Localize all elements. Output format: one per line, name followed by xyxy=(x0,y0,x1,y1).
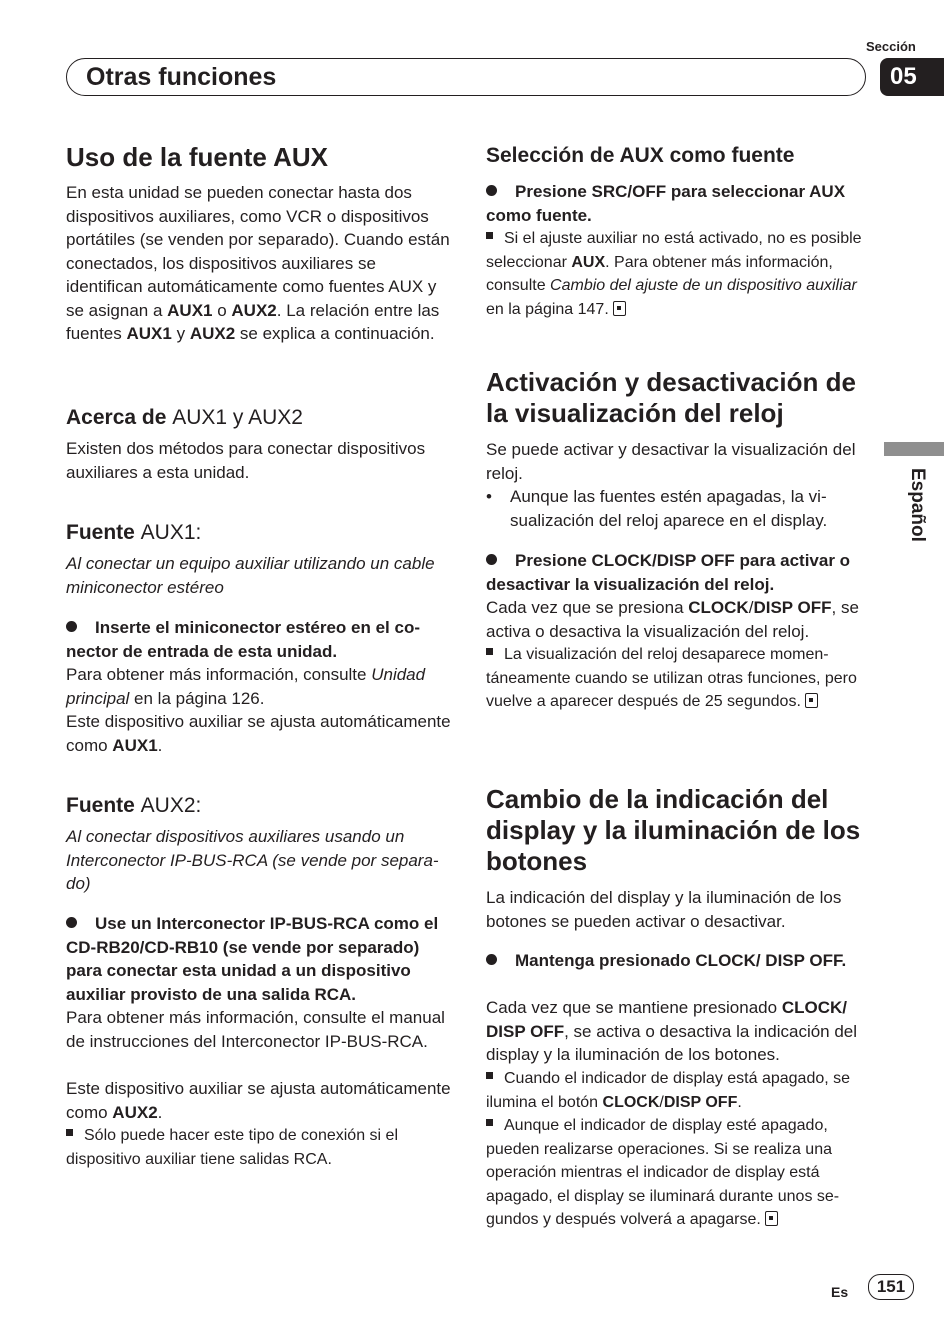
footer-language-code: Es xyxy=(831,1284,849,1300)
page-number: 151 xyxy=(868,1274,914,1300)
display-each-hold: Cada vez que se mantiene presionado CLOCK/ DISP OFF, se activa o desactiva la indicación del display y la iluminación de los botones. xyxy=(486,998,858,1064)
clock-intro: Se puede activar y desactivar la visualización del reloj. xyxy=(486,440,856,483)
about-aux-heading: Acerca de AUX1 y AUX2 xyxy=(66,406,303,429)
bullet-dot-icon xyxy=(66,917,77,928)
end-mark-icon xyxy=(805,693,818,708)
bullet-dot-icon xyxy=(486,554,497,565)
select-aux-note: Si el ajuste auxiliar no está activado, no es posible seleccionar AUX. Para obtener más información, consulte Cambio del ajuste de un dispositivo auxiliar en la página 147. xyxy=(486,230,862,318)
aux-intro-paragraph: En esta unidad se pueden conectar hasta dos dispositivos auxiliares, como VCR o dispositivos portátiles (se venden por separado). Cuando están conectados, los dispositivos auxiliares se identifican automáticamente como fuentes AUX y se asignan a AUX1 o AUX2. La relación entre las fuentes AUX1 y AUX2 se explica a continuación. xyxy=(66,183,450,343)
end-mark-icon xyxy=(613,301,626,316)
section-number-tab: 05 xyxy=(880,58,944,96)
note-square-icon xyxy=(66,1129,73,1136)
aux1-heading: Fuente AUX1: xyxy=(66,521,202,544)
bullet-icon: • xyxy=(486,487,492,506)
display-instruction: Mantenga presionado CLOCK/ DISP OFF. xyxy=(486,949,870,973)
note-square-icon xyxy=(486,1072,493,1079)
clock-note: La visualización del reloj desaparece momentáneamente cuando se utilizan otras funciones, pero vuelve a aparecer después de 25 segundos. xyxy=(486,646,857,710)
section-label: Sección xyxy=(866,39,916,54)
display-illumination-heading: Cambio de la indicación del display y la iluminación de los botones xyxy=(486,784,861,876)
page-header-title: Otras funciones xyxy=(86,63,277,91)
aux1-condition: Al conectar un equipo auxiliar utilizando un cable miniconector estéreo xyxy=(66,554,435,597)
about-aux-text: Existen dos métodos para conectar dispositivos auxiliares a esta unidad. xyxy=(66,439,426,482)
language-tab-label: Español xyxy=(907,468,928,542)
bullet-dot-icon xyxy=(66,621,77,632)
aux2-heading: Fuente AUX2: xyxy=(66,794,202,817)
aux1-more-info: Para obtener más información, consulte Unidad principal en la página 126. xyxy=(66,665,426,708)
aux2-auto-setting: Este dispositivo auxiliar se ajusta automáticamente como AUX2. xyxy=(66,1079,451,1122)
note-square-icon xyxy=(486,648,493,655)
select-aux-instruction: Presione SRC/OFF para seleccionar AUX como fuente. xyxy=(486,182,846,225)
clock-instruction: Presione CLOCK/DISP OFF para activar o desactivar la visualización del reloj. xyxy=(486,551,851,594)
aux2-note: Sólo puede hacer este tipo de conexión si el dispositivo auxiliar tiene salidas RCA. xyxy=(66,1127,398,1168)
select-aux-heading: Selección de AUX como fuente xyxy=(486,144,795,167)
aux-source-heading: Uso de la fuente AUX xyxy=(66,142,328,172)
language-tab-bar xyxy=(884,442,944,456)
clock-display-heading: Activación y desactivación de la visualización del reloj xyxy=(486,367,856,428)
display-note-1: Cuando el indicador de display está apagado, se ilumina el botón CLOCK/DISP OFF. xyxy=(486,1070,851,1111)
display-intro: La indicación del display y la iluminación de los botones se pueden activar o desactivar. xyxy=(486,888,842,931)
aux2-more-info: Para obtener más información, consulte el manual de instrucciones del Interconector IP-BUS-RCA. xyxy=(66,1008,445,1051)
clock-bullet: • Aunque las fuentes estén apagadas, la visualización del reloj aparece en el display. xyxy=(486,487,828,530)
aux1-auto-setting: Este dispositivo auxiliar se ajusta automáticamente como AUX1. xyxy=(66,712,451,755)
end-mark-icon xyxy=(765,1211,778,1226)
clock-each-press: Cada vez que se presiona CLOCK/DISP OFF, se activa o desactiva la visualización del reloj. xyxy=(486,598,859,641)
aux1-instruction: Inserte el miniconector estéreo en el conector de entrada de esta unidad. xyxy=(66,618,421,661)
note-square-icon xyxy=(486,232,493,239)
aux2-condition: Al conectar dispositivos auxiliares usando un Interconector IP-BUS-RCA (se vende por separado) xyxy=(66,827,439,893)
bullet-dot-icon xyxy=(486,954,497,965)
aux2-instruction: Use un Interconector IP-BUS-RCA como el CD-RB20/CD-RB10 (se vende por separado) para conectar esta unidad a un dispositivo auxiliar provisto de una salida RCA. xyxy=(66,914,439,1004)
note-square-icon xyxy=(486,1119,493,1126)
bullet-dot-icon xyxy=(486,185,497,196)
display-note-2: Aunque el indicador de display esté apagado, pueden realizarse operaciones. Si se realiza una operación mientras el indicador de display está apagado, el display se iluminará durante unos segundos y después volverá a apagarse. xyxy=(486,1117,840,1228)
